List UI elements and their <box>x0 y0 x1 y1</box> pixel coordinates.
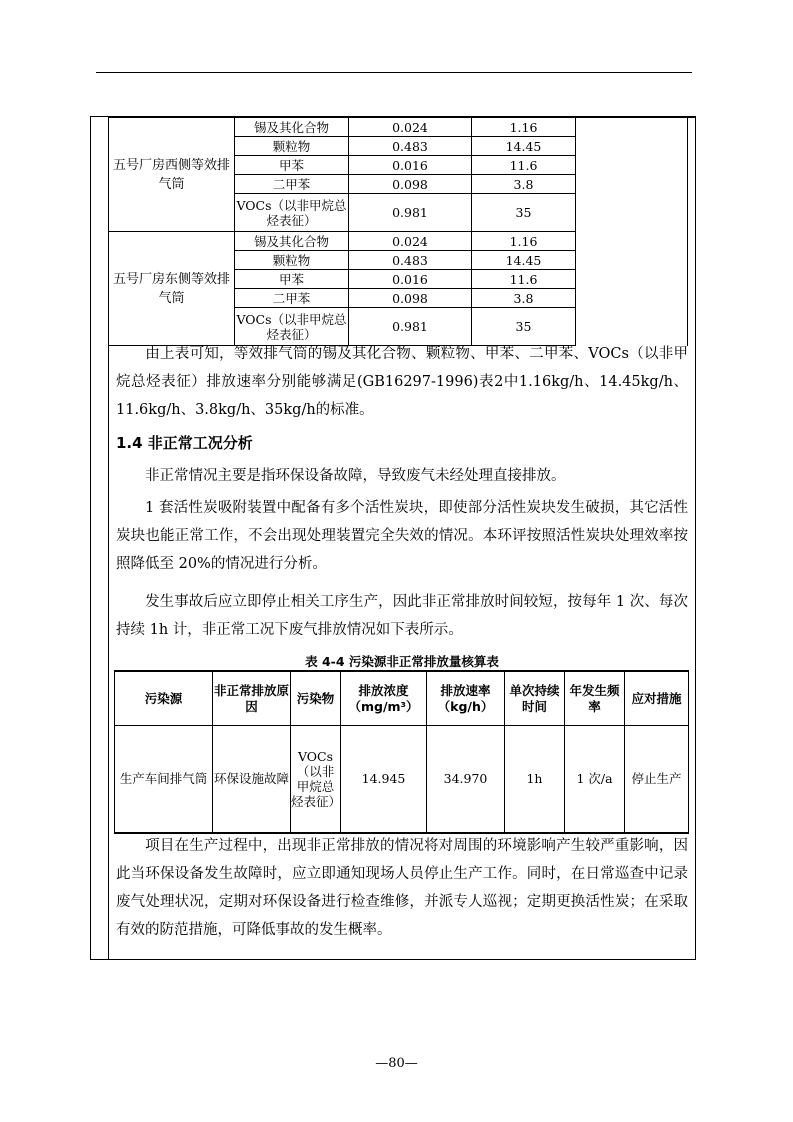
header-frequency: 年发生频率 <box>565 671 625 726</box>
header-rate: 排放速率（kg/h） <box>427 671 505 726</box>
emission-rate-table <box>108 117 688 346</box>
pollutant-cell: 颗粒物 <box>235 251 349 270</box>
duration-cell: 1h <box>505 726 565 834</box>
pollutant-cell: 锡及其化合物 <box>235 118 349 137</box>
accident-text: 发生事故后应立即停止相关工序生产，因此非正常排放时间较短，按每年 1 次、每次持续 1h 计，非正常工况下废气排放情况如下表所示。 <box>116 594 688 638</box>
accident-paragraph <box>116 588 688 644</box>
header-pollutant: 污染物 <box>291 671 341 726</box>
rate-cell: 0.483 <box>349 137 472 156</box>
header-measure: 应对措施 <box>625 671 689 726</box>
measures-text: 项目在生产过程中，出现非正常排放的情况将对周围的环境影响产生较严重影响，因此当环保设备发生故障时，应立即通知现场人员停止生产工作。同时，在日常巡查中记录废气处理状况，定期对环保设备进行检查维修，并派专人巡视；定期更换活性炭；在采取有效的防范措施，可降低事故的发生概率。 <box>116 838 688 938</box>
empty-column <box>576 118 688 346</box>
header-concentration: 排放浓度（mg/m³） <box>341 671 427 726</box>
pollutant-cell: VOCs（以非甲烷总烃表征） <box>235 308 349 346</box>
outlet-cell: 五号厂房西侧等效排气筒 <box>109 118 235 232</box>
limit-cell: 1.16 <box>472 232 576 251</box>
table-header-row <box>115 671 689 726</box>
outlet-cell: 五号厂房东侧等效排气筒 <box>109 232 235 346</box>
measure-cell: 停止生产 <box>625 726 689 834</box>
rate-cell: 0.483 <box>349 251 472 270</box>
limit-cell: 11.6 <box>472 270 576 289</box>
measures-paragraph <box>116 832 688 944</box>
header-cause: 非正常排放原因 <box>213 671 291 726</box>
pollutant-cell: VOCs（以非甲烷总烃表征） <box>291 726 341 834</box>
rate-cell: 0.024 <box>349 118 472 137</box>
frequency-cell: 1 次/a <box>565 726 625 834</box>
pollutant-cell: VOCs（以非甲烷总烃表征） <box>235 194 349 232</box>
rate-cell: 34.970 <box>427 726 505 834</box>
carbon-paragraph <box>116 494 688 578</box>
limit-cell: 11.6 <box>472 156 576 175</box>
pollutant-cell: 二甲苯 <box>235 175 349 194</box>
section-heading: 1.4 非正常工况分析 <box>116 434 253 452</box>
header-duration: 单次持续时间 <box>505 671 565 726</box>
abnormal-emission-table <box>114 670 689 834</box>
abnormal-definition-paragraph <box>116 462 688 490</box>
conclusion-paragraph <box>116 340 688 424</box>
limit-cell: 14.45 <box>472 251 576 270</box>
carbon-text: 1 套活性炭吸附装置中配备有多个活性炭块，即使部分活性炭块发生破损，其它活性炭块也能正常工作，不会出现处理装置完全失效的情况。本环评按照活性炭块处理效率按照降低至 20%的情况进行分析。 <box>116 500 688 572</box>
table-row <box>109 118 688 137</box>
header-rule <box>96 72 692 73</box>
abnormal-definition-text: 非正常情况主要是指环保设备故障，导致废气未经处理直接排放。 <box>145 468 566 484</box>
limit-cell: 1.16 <box>472 118 576 137</box>
limit-cell: 14.45 <box>472 137 576 156</box>
rate-cell: 0.016 <box>349 156 472 175</box>
limit-cell: 35 <box>472 308 576 346</box>
pollutant-cell: 甲苯 <box>235 156 349 175</box>
source-cell: 生产车间排气筒 <box>115 726 213 834</box>
limit-cell: 35 <box>472 194 576 232</box>
pollutant-cell: 锡及其化合物 <box>235 232 349 251</box>
limit-cell: 3.8 <box>472 289 576 308</box>
page-number: —80— <box>375 1056 418 1071</box>
pollutant-cell: 颗粒物 <box>235 137 349 156</box>
rate-cell: 0.098 <box>349 175 472 194</box>
table-row <box>115 726 689 834</box>
pollutant-cell: 甲苯 <box>235 270 349 289</box>
cause-cell: 环保设施故障 <box>213 726 291 834</box>
table-caption: 表 4-4 污染源非正常排放量核算表 <box>305 654 499 669</box>
rate-cell: 0.981 <box>349 194 472 232</box>
rate-cell: 0.098 <box>349 289 472 308</box>
concentration-cell: 14.945 <box>341 726 427 834</box>
conclusion-text: 由上表可知，等效排气筒的锡及其化合物、颗粒物、甲苯、二甲苯、VOCs（以非甲烷总烃表征）排放速率分别能够满足(GB16297-1996)表2中1.16kg/h、14.45kg/h、11.6kg/h、3.8kg/h、35kg/h的标准。 <box>116 346 688 418</box>
pollutant-cell: 二甲苯 <box>235 289 349 308</box>
rate-cell: 0.024 <box>349 232 472 251</box>
rate-cell: 0.981 <box>349 308 472 346</box>
limit-cell: 3.8 <box>472 175 576 194</box>
header-source: 污染源 <box>115 671 213 726</box>
rate-cell: 0.016 <box>349 270 472 289</box>
